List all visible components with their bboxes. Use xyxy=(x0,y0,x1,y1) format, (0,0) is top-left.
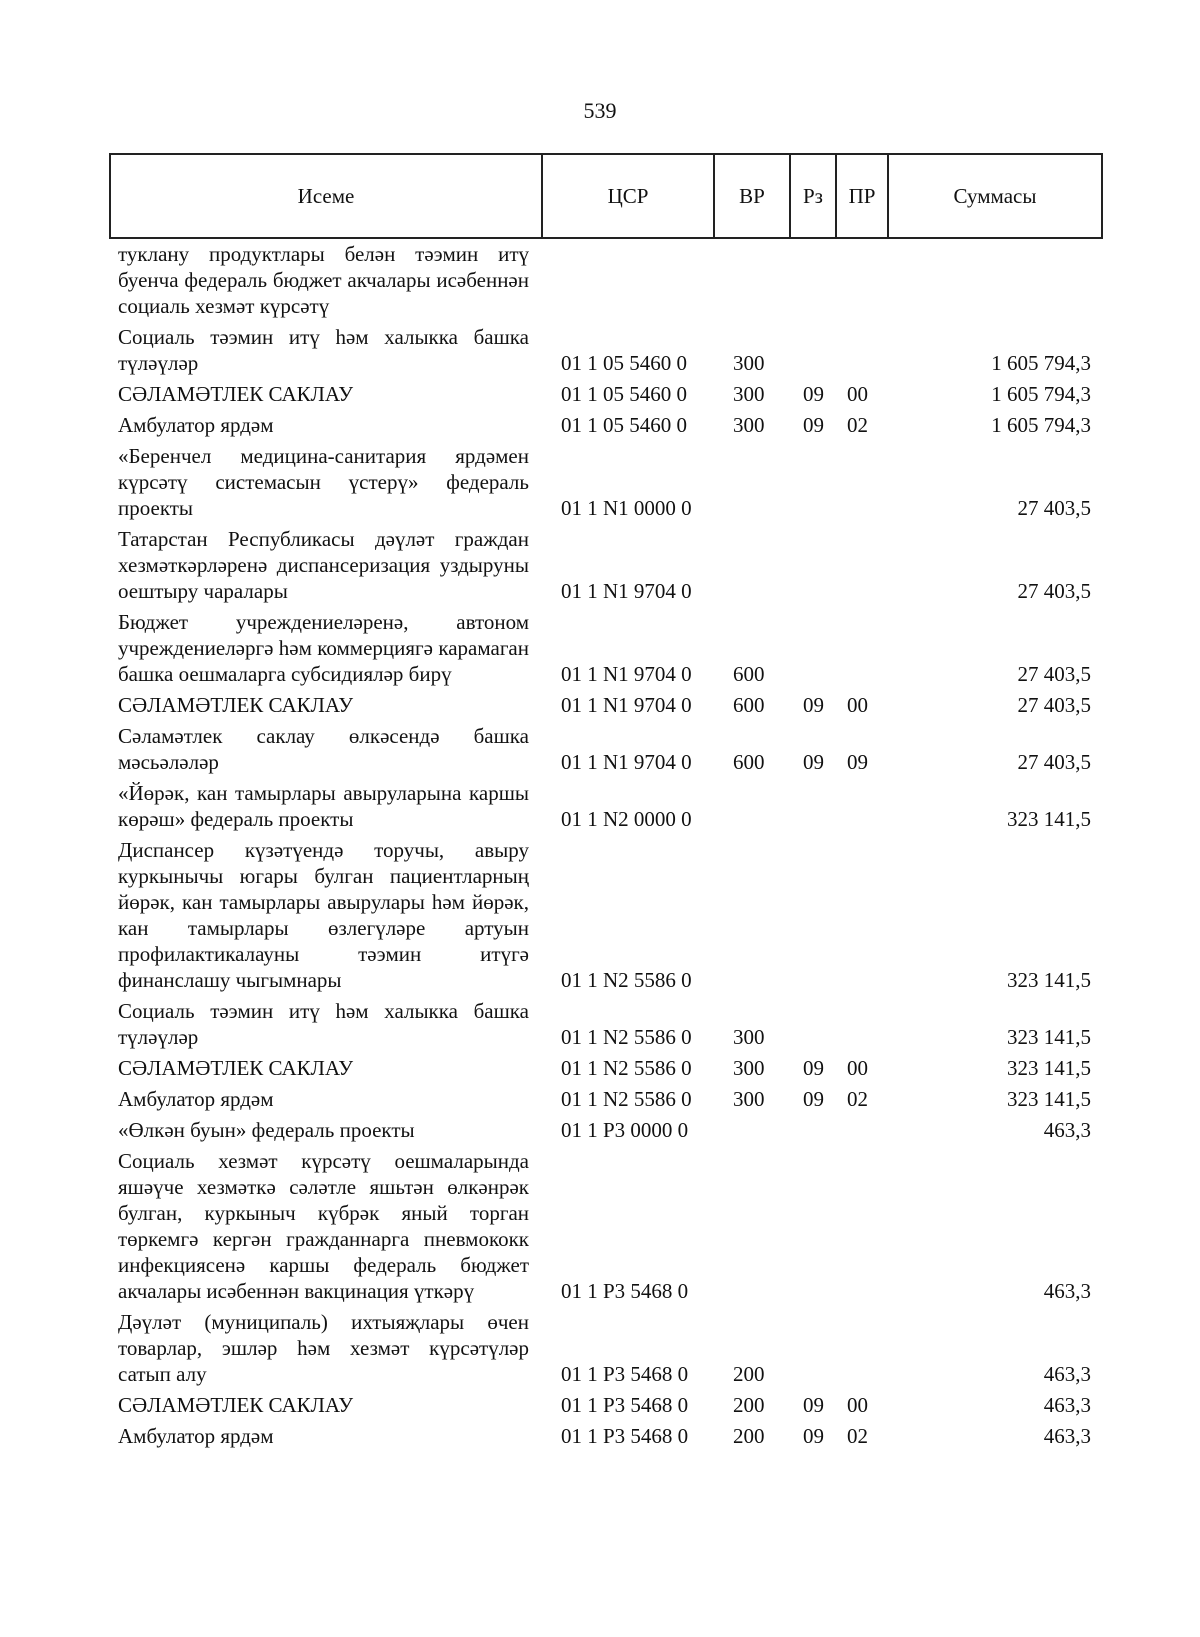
row-name: Диспансер күзәтүендә торучы, авыру куркынычы югары булган пациентларның йөрәк, кан тамырлары авырулары һәм йөрәк, кан тамырлары өзлегүләре артуын профилактикалауны тәэмин итүгә финанслашу чыгымнары xyxy=(118,838,529,992)
row-vr: 200 xyxy=(733,1424,765,1448)
row-sum: 323 141,5 xyxy=(1007,807,1091,831)
table-row xyxy=(111,526,1101,609)
row-vr xyxy=(713,837,789,998)
row-sum: 323 141,5 xyxy=(1007,1056,1091,1080)
row-csr xyxy=(541,241,713,324)
table-row xyxy=(111,1055,1101,1086)
row-name: Татарстан Республикасы дәүләт граждан хезмәткәрләренә диспансеризация уздыруны оештыру чаралары xyxy=(118,527,529,603)
row-csr: 01 1 N1 9704 0 xyxy=(561,693,692,717)
table-row xyxy=(111,1392,1101,1423)
row-name: Амбулатор ярдәм xyxy=(118,413,274,437)
row-vr: 300 xyxy=(733,351,765,375)
header-rz: Рз xyxy=(790,154,836,238)
row-rz xyxy=(789,837,835,998)
row-rz xyxy=(789,443,835,526)
row-pr: 00 xyxy=(847,1056,868,1080)
row-sum: 463,3 xyxy=(1043,1424,1091,1448)
row-name: СӘЛАМӘТЛЕК САКЛАУ xyxy=(118,1056,354,1080)
row-pr: 00 xyxy=(847,382,868,406)
row-sum: 463,3 xyxy=(1043,1393,1091,1417)
row-csr: 01 1 N2 0000 0 xyxy=(561,807,692,831)
table-header xyxy=(109,153,1103,239)
row-csr: 01 1 P3 0000 0 xyxy=(561,1118,689,1142)
row-csr: 01 1 P3 5468 0 xyxy=(561,1393,689,1417)
row-pr xyxy=(835,526,887,609)
row-vr xyxy=(713,1148,789,1309)
row-rz xyxy=(789,1148,835,1309)
row-name: Социаль тәэмин итү һәм халыкка башка түләүләр xyxy=(118,999,529,1049)
table-row xyxy=(111,241,1101,324)
row-vr: 300 xyxy=(733,1056,765,1080)
row-vr: 600 xyxy=(733,693,765,717)
row-pr xyxy=(835,1309,887,1392)
header-pr: ПР xyxy=(836,154,888,238)
row-vr: 200 xyxy=(733,1393,765,1417)
table-row xyxy=(111,692,1101,723)
row-rz: 09 xyxy=(803,693,824,717)
row-name: «Беренчел медицина-санитария ярдәмен күрсәтү системасын үстерү» федераль проекты xyxy=(118,444,529,520)
table-row xyxy=(111,723,1101,780)
row-pr: 00 xyxy=(847,693,868,717)
row-pr xyxy=(835,443,887,526)
row-pr xyxy=(835,837,887,998)
row-vr xyxy=(713,443,789,526)
row-sum: 27 403,5 xyxy=(1017,496,1091,520)
row-name: «Өлкән буын» федераль проекты xyxy=(118,1118,415,1142)
row-rz: 09 xyxy=(803,413,824,437)
row-csr: 01 1 N2 5586 0 xyxy=(561,1087,692,1111)
header-sum: Суммасы xyxy=(888,154,1102,238)
row-sum: 463,3 xyxy=(1043,1279,1091,1303)
row-name: туклану продуктлары белән тәэмин итү буенча федераль бюджет акчалары исәбеннән социаль хезмәт күрсәтү xyxy=(118,242,529,318)
table-row xyxy=(111,837,1101,998)
table-row xyxy=(111,1117,1101,1148)
row-sum xyxy=(887,241,1101,324)
row-csr: 01 1 P3 5468 0 xyxy=(561,1424,689,1448)
row-csr: 01 1 P3 5468 0 xyxy=(561,1279,689,1303)
row-csr: 01 1 N1 9704 0 xyxy=(561,579,692,603)
table-row xyxy=(111,1148,1101,1309)
row-sum: 27 403,5 xyxy=(1017,579,1091,603)
row-csr: 01 1 N2 5586 0 xyxy=(561,1056,692,1080)
row-vr: 200 xyxy=(733,1362,765,1386)
row-vr: 600 xyxy=(733,750,765,774)
row-pr: 02 xyxy=(847,1424,868,1448)
row-pr xyxy=(835,609,887,692)
row-vr xyxy=(713,241,789,324)
row-name: Социаль хезмәт күрсәтү оешмаларында яшәүче хезмәткә сәләтле яшьтән өлкәнрәк булган, куркыныч күбрәк яный торган төркемгә кергән гражданнарга пневмококк инфекциясенә каршы федераль бюджет акчалары исәбеннән вакцинация үткәрү xyxy=(118,1149,529,1303)
header-vr: ВР xyxy=(714,154,790,238)
row-vr: 300 xyxy=(733,1087,765,1111)
table-row xyxy=(111,324,1101,381)
row-name: Амбулатор ярдәм xyxy=(118,1087,274,1111)
row-csr: 01 1 05 5460 0 xyxy=(561,413,687,437)
header-csr: ЦСР xyxy=(542,154,714,238)
row-sum: 27 403,5 xyxy=(1017,662,1091,686)
row-pr xyxy=(835,241,887,324)
row-rz xyxy=(789,526,835,609)
table-row xyxy=(111,1423,1101,1454)
table-row xyxy=(111,780,1101,837)
row-sum: 323 141,5 xyxy=(1007,968,1091,992)
budget-table xyxy=(111,241,1101,1454)
page-number: 539 xyxy=(583,98,617,123)
row-csr: 01 1 N1 9704 0 xyxy=(561,662,692,686)
row-vr xyxy=(713,1117,789,1148)
row-name: Бюджет учреждениеләренә, автоном учреждениеләргә һәм коммерциягә карамаган башка оешмаларга субсидияләр бирү xyxy=(118,610,529,686)
header-name: Исеме xyxy=(110,154,542,238)
row-csr: 01 1 05 5460 0 xyxy=(561,351,687,375)
row-csr: 01 1 N2 5586 0 xyxy=(561,1025,692,1049)
row-csr: 01 1 P3 5468 0 xyxy=(561,1362,689,1386)
row-sum: 1 605 794,3 xyxy=(991,382,1091,406)
row-csr: 01 1 05 5460 0 xyxy=(561,382,687,406)
row-vr xyxy=(713,526,789,609)
row-csr: 01 1 N2 5586 0 xyxy=(561,968,692,992)
row-rz: 09 xyxy=(803,1424,824,1448)
row-vr: 300 xyxy=(733,413,765,437)
table-row xyxy=(111,412,1101,443)
row-rz: 09 xyxy=(803,1056,824,1080)
table-row xyxy=(111,998,1101,1055)
row-vr: 600 xyxy=(733,662,765,686)
row-pr xyxy=(835,998,887,1055)
row-csr: 01 1 N1 9704 0 xyxy=(561,750,692,774)
table-row xyxy=(111,443,1101,526)
row-sum: 323 141,5 xyxy=(1007,1087,1091,1111)
row-name: СӘЛАМӘТЛЕК САКЛАУ xyxy=(118,1393,354,1417)
row-rz xyxy=(789,241,835,324)
row-rz xyxy=(789,780,835,837)
row-name: СӘЛАМӘТЛЕК САКЛАУ xyxy=(118,382,354,406)
row-name: СӘЛАМӘТЛЕК САКЛАУ xyxy=(118,693,354,717)
table-row xyxy=(111,381,1101,412)
row-vr: 300 xyxy=(733,1025,765,1049)
row-rz xyxy=(789,998,835,1055)
row-pr: 09 xyxy=(847,750,868,774)
row-rz: 09 xyxy=(803,750,824,774)
row-name: Амбулатор ярдәм xyxy=(118,1424,274,1448)
row-pr xyxy=(835,1148,887,1309)
table-row xyxy=(111,609,1101,692)
row-pr: 00 xyxy=(847,1393,868,1417)
row-sum: 1 605 794,3 xyxy=(991,413,1091,437)
row-vr xyxy=(713,780,789,837)
row-name: Социаль тәэмин итү һәм халыкка башка түләүләр xyxy=(118,325,529,375)
row-name: Сәламәтлек саклау өлкәсендә башка мәсьәләләр xyxy=(118,724,529,774)
row-rz xyxy=(789,1309,835,1392)
row-name: «Йөрәк, кан тамырлары авыруларына каршы көрәш» федераль проекты xyxy=(118,781,529,831)
row-sum: 1 605 794,3 xyxy=(991,351,1091,375)
row-rz xyxy=(789,609,835,692)
row-pr: 02 xyxy=(847,413,868,437)
row-rz xyxy=(789,324,835,381)
row-sum: 323 141,5 xyxy=(1007,1025,1091,1049)
row-vr: 300 xyxy=(733,382,765,406)
row-rz: 09 xyxy=(803,1393,824,1417)
table-row xyxy=(111,1086,1101,1117)
row-sum: 27 403,5 xyxy=(1017,750,1091,774)
row-rz: 09 xyxy=(803,382,824,406)
row-pr xyxy=(835,1117,887,1148)
table-row xyxy=(111,1309,1101,1392)
row-rz: 09 xyxy=(803,1087,824,1111)
row-sum: 463,3 xyxy=(1043,1118,1091,1142)
row-name: Дәүләт (муниципаль) ихтыяҗлары өчен товарлар, эшләр һәм хезмәт күрсәтүләр сатып алу xyxy=(118,1310,529,1386)
row-sum: 27 403,5 xyxy=(1017,693,1091,717)
row-pr: 02 xyxy=(847,1087,868,1111)
row-pr xyxy=(835,780,887,837)
row-sum: 463,3 xyxy=(1043,1362,1091,1386)
row-pr xyxy=(835,324,887,381)
row-csr: 01 1 N1 0000 0 xyxy=(561,496,692,520)
row-rz xyxy=(789,1117,835,1148)
